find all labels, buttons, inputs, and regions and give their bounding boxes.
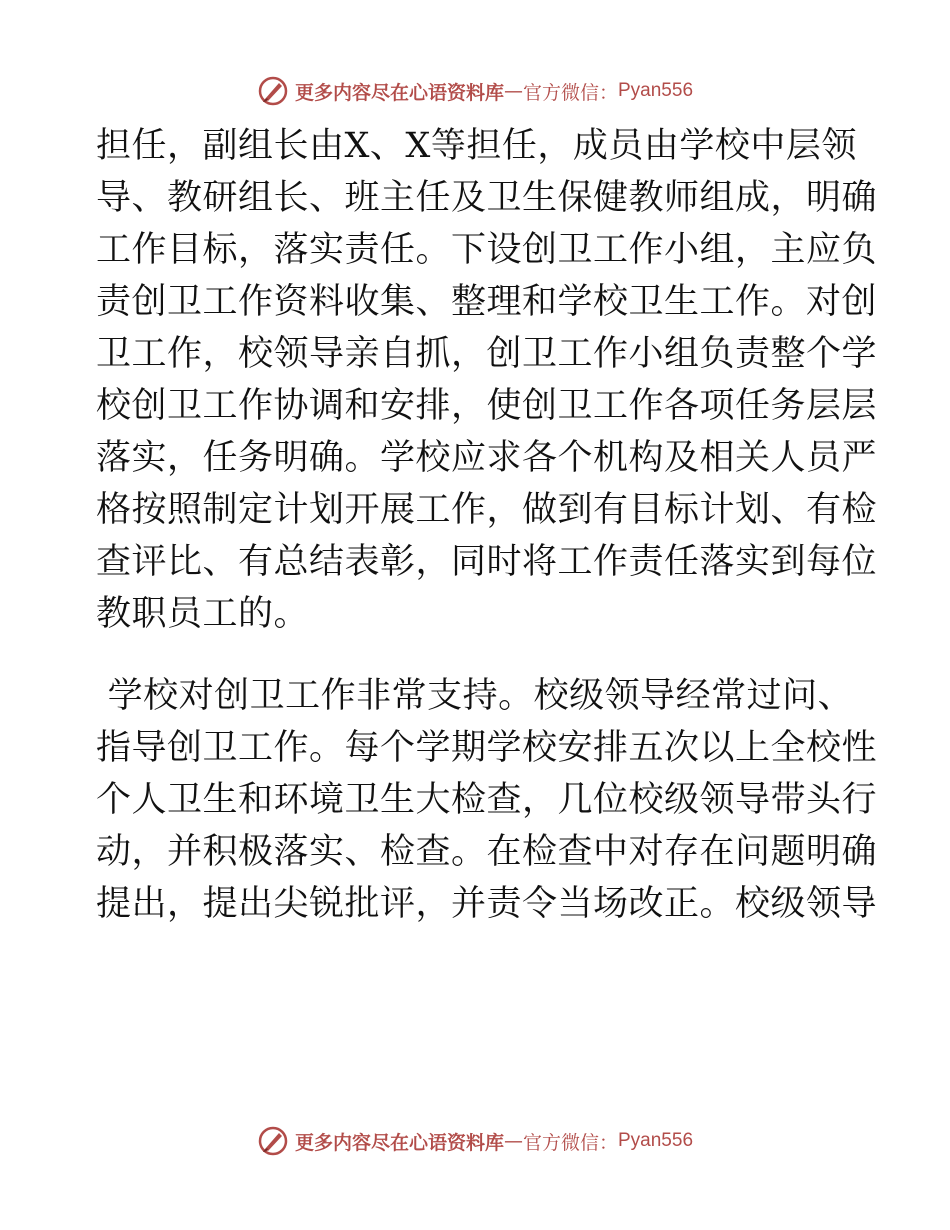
banner-wechat-id: Pyan556 [618, 1130, 694, 1151]
banner-separator: — [503, 1130, 523, 1152]
text-line: 落实，任务明确。学校应求各个机构及相关人员严 [96, 438, 878, 478]
brush-logo-icon [257, 75, 289, 107]
header-banner [0, 71, 950, 111]
banner-wechat-label: 官方微信： [522, 81, 618, 104]
text-line: 动，并积极落实、检查。在检查中对存在问题明确 [96, 832, 878, 872]
text-line: 责创卫工作资料收集、整理和学校卫生工作。对创 [96, 282, 878, 322]
text-line: 导、教研组长、班主任及卫生保健教师组成，明确 [96, 178, 878, 218]
text-line: 卫工作，校领导亲自抓，创卫工作小组负责整个学 [96, 334, 878, 374]
text-line: 担任，副组长由X、X等担任，成员由学校中层领 [96, 126, 857, 166]
banner-main-text: 更多内容尽在心语资料库 [294, 81, 504, 104]
brush-logo-icon [257, 1125, 289, 1157]
banner-separator: — [503, 80, 523, 102]
text-line: 教职员工的。 [96, 594, 310, 634]
text-line: 格按照制定计划开展工作，做到有目标计划、有检 [96, 490, 878, 530]
footer-banner [0, 1121, 950, 1161]
text-line: 个人卫生和环境卫生大检查，几位校级领导带头行 [96, 780, 878, 820]
text-line: 提出，提出尖锐批评，并责令当场改正。校级领导 [96, 884, 878, 924]
text-line: 工作目标，落实责任。下设创卫工作小组，主应负 [96, 230, 878, 270]
text-line: 学校对创卫工作非常支持。校级领导经常过问、 [96, 676, 854, 716]
text-line: 指导创卫工作。每个学期学校安排五次以上全校性 [96, 728, 878, 768]
banner-main-text: 更多内容尽在心语资料库 [294, 1131, 504, 1154]
text-line: 查评比、有总结表彰，同时将工作责任落实到每位 [96, 542, 878, 582]
paragraph-2 [96, 670, 878, 930]
banner-wechat-label: 官方微信： [522, 1131, 618, 1154]
paragraph-1 [96, 120, 878, 640]
text-line: 校创卫工作协调和安排，使创卫工作各项任务层层 [96, 386, 878, 426]
banner-wechat-id: Pyan556 [618, 80, 694, 101]
document-body [96, 120, 878, 930]
